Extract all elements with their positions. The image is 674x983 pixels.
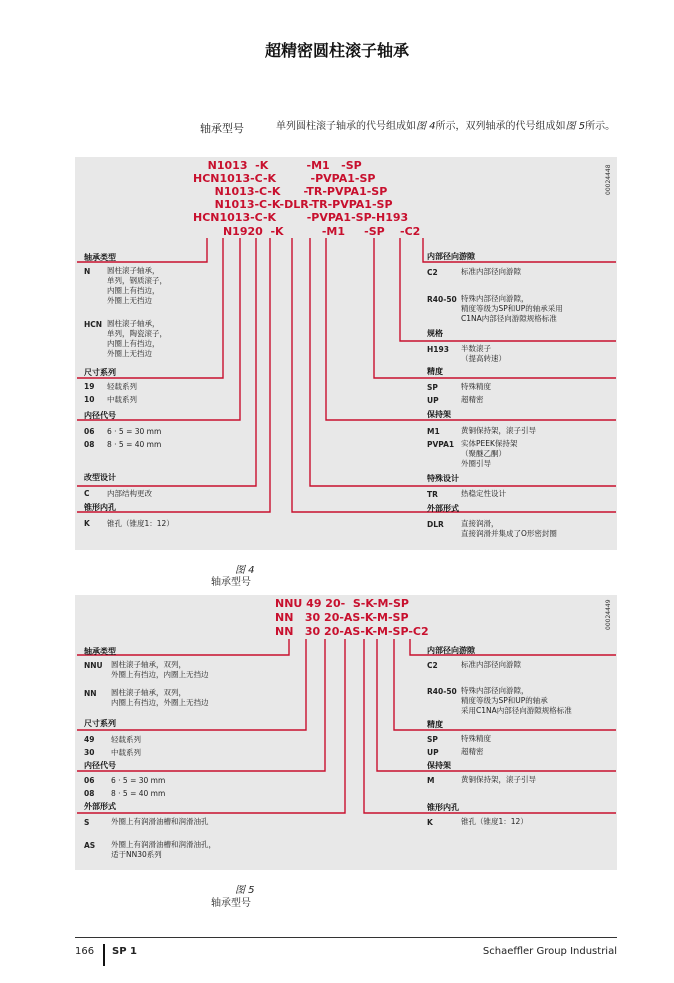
f5-hdr-taper-bore: 锥形内孔 xyxy=(427,803,459,812)
f5-nn-line: 圆柱滚子轴承，双列， xyxy=(111,688,186,697)
f4-code-4: N1013-C-K-DLR-TR-PVPA1-SP xyxy=(207,198,393,211)
figure-5-id: 00024449 xyxy=(605,599,612,630)
f4-hcn-line: 内圈上有挡边， xyxy=(107,339,160,348)
f5-08-desc: 8 · 5 = 40 mm xyxy=(111,789,166,798)
f4-key-06: 06 xyxy=(84,427,95,436)
f4-dlr-line: 直接润滑， xyxy=(461,519,499,528)
f5-hdr-size-series: 尺寸系列 xyxy=(84,719,116,728)
f4-key-dlr: DLR xyxy=(427,520,444,529)
f4-hdr-cage: 保持架 xyxy=(427,410,451,419)
f4-10-desc: 中载系列 xyxy=(107,395,137,404)
f4-hdr-precision: 精度 xyxy=(427,367,443,376)
f5-r4050-line: 特殊内部径向游隙， xyxy=(461,686,529,695)
f4-r4050-line: 特殊内部径向游隙， xyxy=(461,294,529,303)
book-label: SP 1 xyxy=(112,946,137,957)
figure-4-id: 00024448 xyxy=(605,164,612,195)
f4-hdr-radial-clearance: 内部径向游隙 xyxy=(427,252,475,261)
f4-n-line: 单列，钢质滚子， xyxy=(107,276,167,285)
f4-pvpa1-line: 外圈引导 xyxy=(461,459,491,468)
f5-key-k: K xyxy=(427,818,433,827)
f4-hdr-size-series: 尺寸系列 xyxy=(84,368,116,377)
f4-19-desc: 轻载系列 xyxy=(107,382,137,391)
f4-key-up: UP xyxy=(427,396,439,405)
f4-c2-desc: 标准内部径向游隙 xyxy=(461,267,521,276)
f4-hdr-special: 特殊设计 xyxy=(427,474,459,483)
f5-nn-desc xyxy=(111,688,209,708)
f5-key-nn: NN xyxy=(84,689,97,698)
f4-hdr-outer-form: 外部形式 xyxy=(427,504,459,513)
f5-c2-desc: 标准内部径向游隙 xyxy=(461,660,521,669)
f5-30-desc: 中载系列 xyxy=(111,748,141,757)
figure-5-caption-label: 图 5 xyxy=(235,885,255,896)
f5-nn-line: 内圈上有挡边，外圈上无挡边 xyxy=(111,698,209,707)
f5-49-desc: 轻载系列 xyxy=(111,735,141,744)
f5-06-desc: 6 · 5 = 30 mm xyxy=(111,776,166,785)
f4-r4050-line: 精度等级为SP和UP的轴承采用 xyxy=(461,304,563,313)
f5-nnu-desc xyxy=(111,660,209,680)
f5-sp-desc: 特殊精度 xyxy=(461,734,491,743)
f4-n-line: 圆柱滚子轴承， xyxy=(107,266,160,275)
f5-key-08: 08 xyxy=(84,789,95,798)
intro-text-b: 所示，双列轴承的代号组成如 xyxy=(435,121,566,132)
f5-hdr-precision: 精度 xyxy=(427,720,443,729)
f5-key-30: 30 xyxy=(84,748,95,757)
f4-m1-desc: 黄铜保持架，滚子引导 xyxy=(461,426,536,435)
footer-separator xyxy=(103,944,105,966)
f4-code-6: N1920 -K -M1 -SP -C2 xyxy=(200,225,421,238)
intro-label: 轴承型号 xyxy=(200,122,244,135)
f4-k-desc: 锥孔（锥度1：12） xyxy=(107,519,174,528)
f4-code-5: HCN1013-C-K -PVPA1-SP-H193 xyxy=(193,211,409,224)
f5-as-desc xyxy=(111,840,216,860)
f4-hcn-line: 单列，陶瓷滚子， xyxy=(107,329,167,338)
f4-key-k: K xyxy=(84,519,90,528)
f4-hdr-bore-code: 内径代号 xyxy=(84,411,116,420)
f4-up-desc: 超精密 xyxy=(461,395,484,404)
f4-code-1: N1013 -K -M1 -SP xyxy=(200,159,362,172)
fig-ref-b[interactable]: 图 5 xyxy=(565,121,586,132)
company-name: Schaeffler Group Industrial xyxy=(482,946,617,957)
f4-hdr-spec: 规格 xyxy=(427,329,443,338)
f4-hdr-bearing-type: 轴承类型 xyxy=(84,253,116,262)
f5-key-as: AS xyxy=(84,841,96,850)
f4-h193-line: （提高转速） xyxy=(461,354,506,363)
f4-key-19: 19 xyxy=(84,382,95,391)
page-number: 166 xyxy=(75,946,95,957)
f5-up-desc: 超精密 xyxy=(461,747,484,756)
f5-key-nnu: NNU xyxy=(84,661,103,670)
f5-hdr-bearing-type: 轴承类型 xyxy=(84,647,116,656)
intro-text-a: 单列圆柱滚子轴承的代号组成如 xyxy=(276,121,416,132)
f4-tr-desc: 热稳定性设计 xyxy=(461,489,506,498)
f4-n-line: 外圈上无挡边 xyxy=(107,296,152,305)
f5-hdr-bore-code: 内径代号 xyxy=(84,761,116,770)
figure-5-caption-text: 轴承型号 xyxy=(211,898,251,909)
f5-m-desc: 黄铜保持架，滚子引导 xyxy=(461,775,536,784)
f5-k-desc: 锥孔（锥度1：12） xyxy=(461,817,528,826)
f5-key-49: 49 xyxy=(84,735,95,744)
page-title: 超精密圆柱滚子轴承 xyxy=(264,41,409,60)
f4-c-desc: 内部结构更改 xyxy=(107,489,152,498)
f4-06-desc: 6 · 5 = 30 mm xyxy=(107,427,162,436)
f4-key-10: 10 xyxy=(84,395,95,404)
f4-pvpa1-line: 实体PEEK保持架 xyxy=(461,439,518,448)
f4-pvpa1-line: （聚醚乙酮） xyxy=(461,449,506,458)
footer-divider xyxy=(75,937,617,938)
f5-hdr-outer-form: 外部形式 xyxy=(84,802,116,811)
f4-key-r4050: R40-50 xyxy=(427,295,457,304)
f4-hcn-line: 圆柱滚子轴承， xyxy=(107,319,160,328)
f5-as-line: 外圈上有润滑油槽和润滑油孔， xyxy=(111,840,216,849)
f4-key-hcn: HCN xyxy=(84,320,103,329)
f5-as-line: 适于NN30系列 xyxy=(111,850,162,859)
f4-r4050-line: C1NA内部径向游隙规格标准 xyxy=(461,314,557,323)
figure-4-caption-text: 轴承型号 xyxy=(211,577,251,588)
f4-code-2: HCN1013-C-K -PVPA1-SP xyxy=(193,172,376,185)
f5-key-s: S xyxy=(84,818,90,827)
f5-code-2: NN 30 20-AS-K-M-SP xyxy=(275,611,409,624)
f4-key-pvpa1: PVPA1 xyxy=(427,440,455,449)
f5-key-up: UP xyxy=(427,748,439,757)
fig-ref-a[interactable]: 图 4 xyxy=(416,121,436,132)
f4-key-m1: M1 xyxy=(427,427,440,436)
f5-key-sp: SP xyxy=(427,735,438,744)
f5-key-c2: C2 xyxy=(427,661,438,670)
f4-key-08: 08 xyxy=(84,440,95,449)
f5-nnu-line: 外圈上有挡边，内圈上无挡边 xyxy=(111,670,209,679)
f4-key-c: C xyxy=(84,489,90,498)
f5-s-desc: 外圈上有润滑油槽和润滑油孔 xyxy=(111,817,209,826)
f4-key-sp: SP xyxy=(427,383,438,392)
f5-code-1: NNU 49 20- S-K-M-SP xyxy=(275,597,409,610)
f5-key-06: 06 xyxy=(84,776,95,785)
f4-n-line: 内圈上有挡边， xyxy=(107,286,160,295)
f4-hcn-line: 外圈上无挡边 xyxy=(107,349,152,358)
f4-hdr-design-change: 改型设计 xyxy=(84,473,116,482)
f4-key-tr: TR xyxy=(427,490,438,499)
f5-hdr-radial-clearance: 内部径向游隙 xyxy=(427,646,475,655)
f5-r4050-line: 采用C1NA内部径向游隙规格标准 xyxy=(461,706,572,715)
f5-r4050-desc xyxy=(461,686,572,716)
f4-08-desc: 8 · 5 = 40 mm xyxy=(107,440,162,449)
f5-code-3: NN 30 20-AS-K-M-SP-C2 xyxy=(275,625,429,638)
intro-text-c: 所示。 xyxy=(585,121,616,132)
f5-hdr-cage: 保持架 xyxy=(427,761,451,770)
f4-key-c2: C2 xyxy=(427,268,438,277)
f4-hdr-taper-bore: 锥形内孔 xyxy=(84,503,116,512)
f5-key-m: M xyxy=(427,776,435,785)
f4-key-n: N xyxy=(84,267,91,276)
figure-4-caption-label: 图 4 xyxy=(235,565,255,576)
f5-key-r4050: R40-50 xyxy=(427,687,457,696)
f4-sp-desc: 特殊精度 xyxy=(461,382,491,391)
f4-dlr-line: 直接润滑并集成了O形密封圈 xyxy=(461,529,557,538)
f4-h193-line: 半数滚子 xyxy=(461,344,491,353)
f5-r4050-line: 精度等级为SP和UP的轴承 xyxy=(461,696,548,705)
f4-code-3: N1013-C-K -TR-PVPA1-SP xyxy=(207,185,388,198)
f5-nnu-line: 圆柱滚子轴承，双列， xyxy=(111,660,186,669)
f4-key-h193: H193 xyxy=(427,345,449,354)
